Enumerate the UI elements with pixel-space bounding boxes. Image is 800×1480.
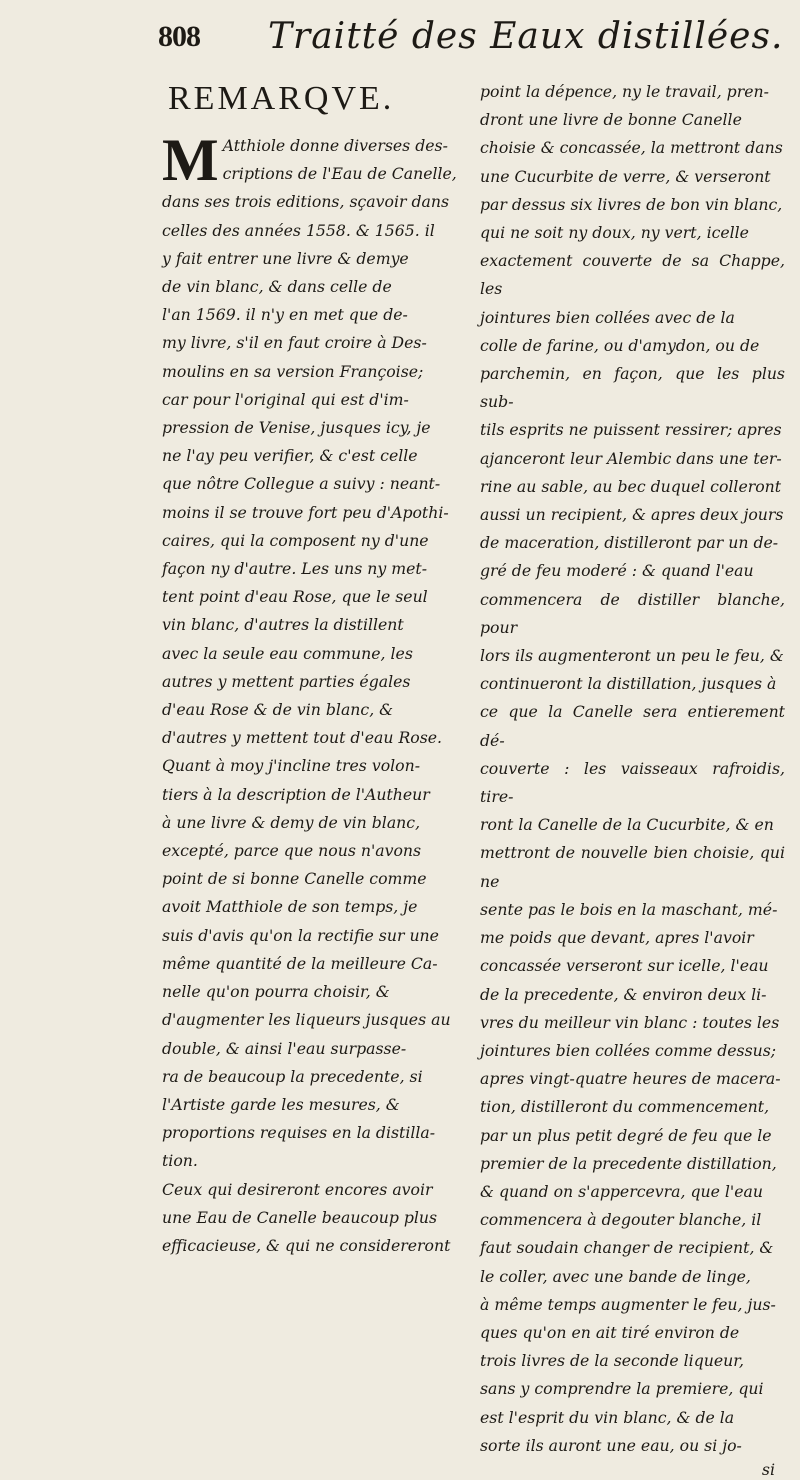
paragraph-remarque-text: Atthiole donne diverses des- criptions de l'Eau de Canelle, dans ses trois editions, sçavoir dans celles des années 1558. & 1565. il y fait entrer une livre & demye de vin blanc, & dans celle de l'an 1569. il n'y en met que de- my livre, s'il en faut croire à Des- moulins en sa version Françoise; car pour l'original qui est d'im- pression de Venise, jusques icy, je ne l'ay peu verifier, & c'est celle que nôtre Collegue a suivy : neant- moins il se trouve fort peu d'Apothi- caires, qui la composent ny d'une façon ny d'autre. Les uns ny met- tent point d'eau Rose, que le seul vin blanc, d'autres la distillent avec la seule eau commune, les autres y mettent parties égales d'eau Rose & de vin blanc, & d'autres y mettent tout d'eau Rose. Quant à moy j'incline tres volon- tiers à la description de l'Autheur à une livre & demy de vin blanc, excepté, parce que nous n'avons point de si bonne Canelle comme avoit Matthiole de son temps, je suis d'avis qu'on la rectifie sur une même quantité de la meilleure Ca- nelle qu'on pourra choisir, & d'augmenter les liqueurs jusques au double, & ainsi l'eau surpasse- ra de beaucoup la precedente, si l'Artiste garde les mesures, & proportions requises en la distilla- tion. [162,136,457,1171]
drop-cap: M [162,127,219,193]
paragraph-remarque [162,127,462,1176]
right-column [480,78,785,1480]
running-head [158,16,784,70]
section-heading: REMARQVE. [168,80,395,117]
page-number: 808 [158,20,200,53]
catchword: si [761,1459,775,1479]
page-title: Traitté des Eaux distillées. [268,16,784,57]
paragraph-continuation: point la dépence, ny le travail, pren- dront une livre de bonne Canelle choisie & concassée, la mettront dans une Cucurbite de verre, & verseront par dessus six livres de bon vin blanc, qui ne soit ny doux, ny vert, icelle exactement couverte de sa Chappe, les jointures bien collées avec de la colle de farine, ou d'amydon, ou de parchemin, en façon, que les plus sub- tils esprits ne puissent ressirer; apres ajanceront leur Alembic dans une ter- rine au sable, au bec duquel colleront aussi un recipient, & apres deux jours de maceration, distilleront par un de- gré de feu moderé : & quand l'eau commencera de distiller blanche, pour lors ils augmenteront un peu le feu, & continueront la distillation, jusques à ce que la Canelle sera entierement dé- couverte : les vaisseaux rafroidis, tire- ront la Canelle de la Cucurbite, & en mettront de nouvelle bien choisie, qui ne sente pas le bois en la maschant, mé- me poids que devant, apres l'avoir concassée verseront sur icelle, l'eau de la precedente, & environ deux li- vres du meilleur vin blanc : toutes les jointures bien collées comme dessus; apres vingt-quatre heures de macera- tion, distilleront du commencement, par un plus petit degré de feu que le premier de la precedente distillation, & quand on s'appercevra, que l'eau commencera à degouter blanche, il faut soudain changer de recipient, & le coller, avec une bande de linge, à même temps augmenter le feu, jus- ques qu'on en ait tiré environ de trois livres de la seconde liqueur, sans y comprendre la premiere, qui est l'esprit du vin blanc, & de la sorte ils auront une eau, ou si jo- [480,82,785,1455]
left-column [162,78,462,1260]
paragraph-ceux-qui: Ceux qui desireront encores avoir une Eau de Canelle beaucoup plus efficacieuse, & qui ne considereront [162,1179,451,1255]
